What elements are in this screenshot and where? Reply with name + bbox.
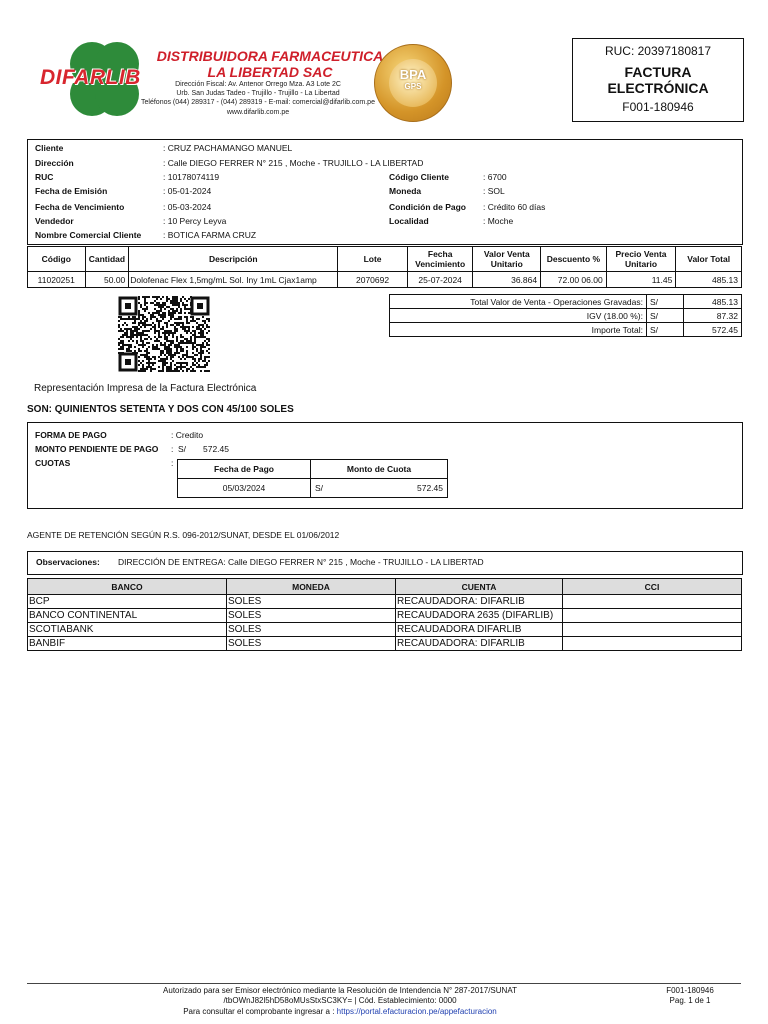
locality-value: : Moche <box>483 216 514 226</box>
table-row <box>28 623 742 637</box>
client-code-value: : 6700 <box>483 172 507 182</box>
issue-date-label: Fecha de Emisión <box>35 186 108 196</box>
bank-cci <box>563 637 742 651</box>
trade-name-value: : BOTICA FARMA CRUZ <box>163 230 257 240</box>
col-header: Descuento % <box>541 247 607 272</box>
company-name-line2: LA LIBERTAD SAC <box>207 64 333 80</box>
totals-currency: S/ <box>647 309 684 323</box>
document-type <box>573 64 743 96</box>
footer-consult <box>100 1007 580 1016</box>
document-id-box <box>572 38 744 122</box>
company-name <box>150 48 390 80</box>
col-header: BANCO <box>28 579 227 595</box>
footer-divider <box>27 983 741 984</box>
qr-code-icon <box>118 296 210 372</box>
col-header: Código <box>28 247 86 272</box>
table-row <box>28 637 742 651</box>
item-expiry: 25-07-2024 <box>407 272 473 288</box>
client-code-label: Código Cliente <box>389 172 449 182</box>
bpa-seal-icon <box>374 44 452 122</box>
seal-text: BPA <box>399 67 427 82</box>
bank-name: BANBIF <box>28 637 227 651</box>
bank-currency: SOLES <box>227 637 396 651</box>
table-row <box>28 609 742 623</box>
item-lot: 2070692 <box>338 272 408 288</box>
totals-table <box>389 294 742 337</box>
col-header: Valor Total <box>676 247 742 272</box>
installments-separator: : <box>171 458 174 468</box>
seller-value: : 10 Percy Leyva <box>163 216 227 226</box>
payment-form-value: : Credito <box>171 430 204 440</box>
items-header-row <box>28 247 742 272</box>
seal-subtext: GPS <box>404 82 422 91</box>
bank-account: RECAUDADORA 2635 (DIFARLIB) <box>396 609 563 623</box>
totals-currency: S/ <box>647 295 684 309</box>
item-total: 485.13 <box>676 272 742 288</box>
installment-amount <box>311 479 448 498</box>
col-header: Descripción <box>129 247 338 272</box>
client-value: : CRUZ PACHAMANGO MANUEL <box>163 143 293 153</box>
bank-currency: SOLES <box>227 609 396 623</box>
item-unit-price: 11.45 <box>606 272 676 288</box>
logo-text: DIFARLIB <box>40 66 141 89</box>
col-header: Precio Venta Unitario <box>606 247 676 272</box>
item-unit-value: 36.864 <box>473 272 541 288</box>
col-header: Fecha Vencimiento <box>407 247 473 272</box>
bank-cci <box>563 609 742 623</box>
bank-cci <box>563 595 742 609</box>
item-quantity: 50.00 <box>85 272 129 288</box>
due-date-value: : 05-03-2024 <box>163 202 212 212</box>
company-name-line1: DISTRIBUIDORA FARMACEUTICA <box>156 48 384 64</box>
bank-account: RECAUDADORA: DIFARLIB <box>396 595 563 609</box>
item-code: 11020251 <box>28 272 86 288</box>
footer-authorization: Autorizado para ser Emisor electrónico mediante la Resolución de Intendencia N° 287-2017/SUNAT <box>163 986 517 995</box>
installments-header-row <box>178 460 448 479</box>
company-phones: Teléfonos (044) 289317 - (044) 289319 - E-mail: comercial@difarlib.com.pe <box>141 99 375 106</box>
ruc-label: RUC <box>35 172 54 182</box>
document-type-line2: ELECTRÓNICA <box>607 80 709 96</box>
bank-currency: SOLES <box>227 623 396 637</box>
company-website: www.difarlib.com.pe <box>226 109 290 116</box>
footer-consult-text: Para consultar el comprobante ingresar a : <box>183 1007 335 1016</box>
pending-amount-currency: S/ <box>178 444 187 454</box>
consult-portal-link[interactable]: https://portal.efacturacion.pe/appefacturacion <box>336 1007 497 1016</box>
footer-doc-number: F001-180946 <box>666 986 714 995</box>
col-header: Monto de Cuota <box>311 460 448 479</box>
payment-condition-value: : Crédito 60 días <box>483 202 546 212</box>
installment-date: 05/03/2024 <box>178 479 311 498</box>
issue-date-value: : 05-01-2024 <box>163 186 212 196</box>
observations-value: DIRECCIÓN DE ENTREGA: Calle DIEGO FERRER N° 215 , Moche - TRUJILLO - LA LIBERTAD <box>118 557 484 567</box>
due-date-label: Fecha de Vencimiento <box>35 202 125 212</box>
installments-label: CUOTAS <box>35 458 71 468</box>
currency-value: : SOL <box>483 186 505 196</box>
item-discount: 72.00 06.00 <box>541 272 607 288</box>
col-header: CCI <box>563 579 742 595</box>
col-header: Fecha de Pago <box>178 460 311 479</box>
observations-box <box>27 551 743 575</box>
col-header: CUENTA <box>396 579 563 595</box>
table-row <box>28 272 742 288</box>
col-header: Cantidad <box>85 247 129 272</box>
observations-label: Observaciones: <box>36 557 100 567</box>
locality-label: Localidad <box>389 216 429 226</box>
table-row <box>178 479 448 498</box>
bank-header-row <box>28 579 742 595</box>
bank-currency: SOLES <box>227 595 396 609</box>
seller-label: Vendedor <box>35 216 74 226</box>
totals-value: 485.13 <box>684 295 742 309</box>
currency-label: Moneda <box>389 186 422 196</box>
payment-condition-label: Condición de Pago <box>389 202 466 212</box>
client-info-box <box>27 139 743 245</box>
bank-accounts-table <box>27 578 742 651</box>
totals-row <box>390 323 742 337</box>
client-label: Cliente <box>35 143 64 153</box>
address-value: : Calle DIEGO FERRER N° 215 , Moche - TRUJILLO - LA LIBERTAD <box>163 158 424 168</box>
document-number: F001-180946 <box>622 100 694 114</box>
totals-label: Total Valor de Venta - Operaciones Gravadas: <box>390 295 647 309</box>
ruc-value: : 10178074119 <box>163 172 220 182</box>
pending-amount-value: 572.45 <box>203 444 229 454</box>
printed-representation-note: Representación Impresa de la Factura Electrónica <box>34 383 257 394</box>
company-address-2: Urb. San Judas Tadeo - Trujillo - Trujillo - La Libertad <box>176 90 340 97</box>
payment-form-label: FORMA DE PAGO <box>35 430 107 440</box>
totals-label: IGV (18.00 %): <box>390 309 647 323</box>
company-address-1: Dirección Fiscal: Av. Antenor Orrego Mza. A3 Lote 2C <box>175 81 341 88</box>
col-header: MONEDA <box>227 579 396 595</box>
totals-label: Importe Total: <box>390 323 647 337</box>
footer-page-number: Pag. 1 de 1 <box>669 996 711 1005</box>
totals-value: 87.32 <box>684 309 742 323</box>
document-type-line1: FACTURA <box>624 64 692 80</box>
installment-value: 572.45 <box>417 483 443 493</box>
item-description: Dolofenac Flex 1,5mg/mL Sol. Iny 1mL Cjax1amp <box>129 272 338 288</box>
bank-name: SCOTIABANK <box>28 623 227 637</box>
bank-cci <box>563 623 742 637</box>
footer-hash: /tbOWnJ82l5hD58oMUsStxSC3KY= | Cód. Establecimiento: 0000 <box>223 996 457 1005</box>
col-header: Valor Venta Unitario <box>473 247 541 272</box>
items-table <box>27 246 742 288</box>
bank-name: BANCO CONTINENTAL <box>28 609 227 623</box>
pending-amount-separator: : <box>171 444 174 454</box>
totals-value: 572.45 <box>684 323 742 337</box>
totals-currency: S/ <box>647 323 684 337</box>
address-label: Dirección <box>35 158 74 168</box>
issuer-ruc: RUC: 20397180817 <box>604 44 712 58</box>
bank-account: RECAUDADORA: DIFARLIB <box>396 637 563 651</box>
pending-amount-label: MONTO PENDIENTE DE PAGO <box>35 444 159 454</box>
retention-agent-note: AGENTE DE RETENCIÓN SEGÚN R.S. 096-2012/SUNAT, DESDE EL 01/06/2012 <box>27 530 340 540</box>
table-row <box>28 595 742 609</box>
col-header: Lote <box>338 247 408 272</box>
totals-row <box>390 309 742 323</box>
installment-currency: S/ <box>315 483 324 493</box>
trade-name-label: Nombre Comercial Cliente <box>35 230 142 240</box>
totals-row <box>390 295 742 309</box>
amount-in-words: SON: QUINIENTOS SETENTA Y DOS CON 45/100 SOLES <box>27 404 294 415</box>
bank-account: RECAUDADORA DIFARLIB <box>396 623 563 637</box>
bank-name: BCP <box>28 595 227 609</box>
installments-table <box>177 459 448 498</box>
